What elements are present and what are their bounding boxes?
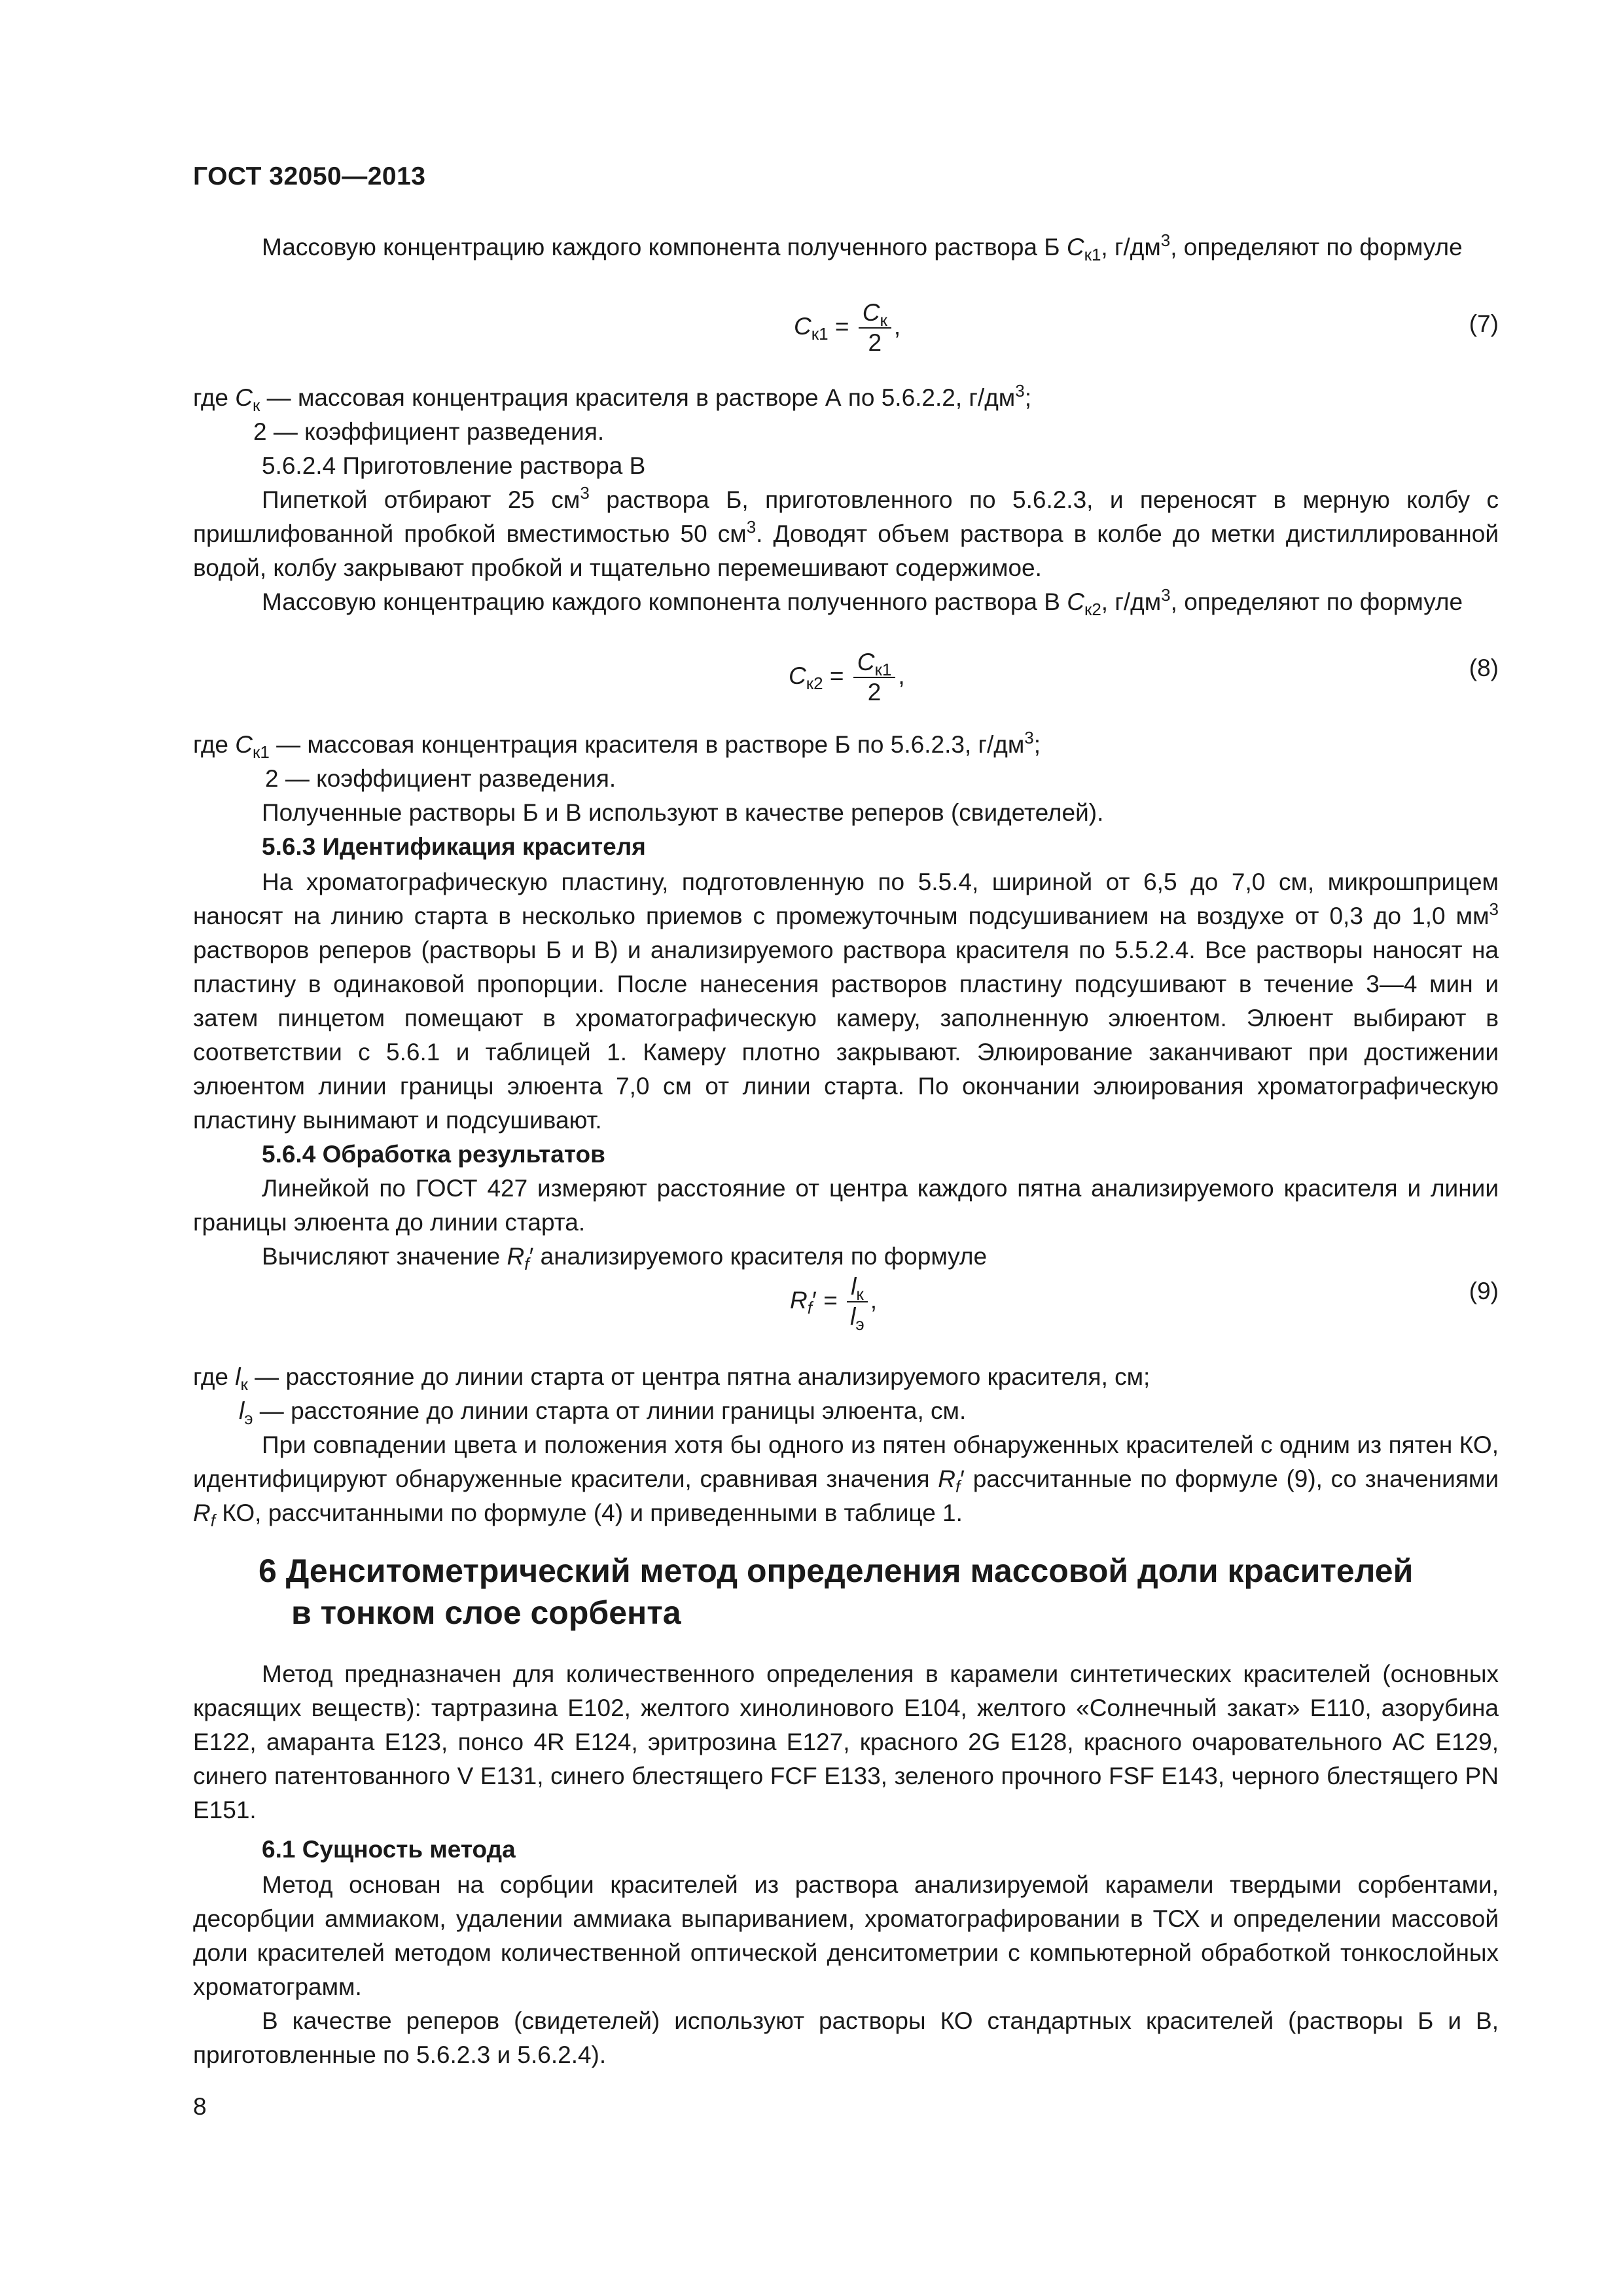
calc-line: Вычисляют значение $R_f'$ анализируемого красителя по формуле [262,1243,988,1274]
where-line-9: где $l_к$ — расстояние до линии старта от центра пятна анализируемого красителя, см; [193,1363,1150,1394]
section-6-heading-line1: 6 Денситометрический метод определения массовой доли красителей [259,1552,1414,1589]
section-6-1-heading: 6.1 Сущность метода [262,1836,516,1863]
where-line-8: где $C_{к1}$ — массовая концентрация красителя в растворе Б по 5.6.2.3, $г/дм^3$; [193,728,1041,762]
equation-number-9: (9) [1469,1278,1499,1304]
formula-9: $R_f'$ = $\frac{l_к}{l_э}$ , [790,1273,877,1334]
fraction: $\frac{l_к}{l_э}$ [847,1272,868,1331]
section-6-heading-line2: в тонком слое сорбента [291,1594,681,1631]
section-6-heading [259,1550,1502,1634]
section-5-6-4-heading: 5.6.4 Обработка результатов [262,1141,605,1168]
paragraph-6-1-reper: В качестве реперов (свидетелей) используют растворы КО стандартных красителей (растворы Б и В, приготовленные по 5.6.2.3 и 5.6.2.4). [193,2007,1499,2068]
formula-8: $C_{к2}$ = $\frac{C_{к1}}{2}$ , [789,649,905,706]
section-5-6-2-4: 5.6.2.4 Приготовление раствора В [262,452,646,479]
where-line-7: где $C_к$ — массовая концентрация красителя в растворе А по 5.6.2.2, $г/дм^3$; [193,381,1031,415]
dilution-line-8: 2 — коэффициент разведения. [265,765,616,792]
paragraph-5-6-4: Линейкой по ГОСТ 427 измеряют расстояние от центра каждого пятна анализируемого красителя и линии границы элюента до линии старта. [193,1175,1499,1236]
equation-number-8: (8) [1469,655,1499,681]
equation-number-7: (7) [1469,310,1499,337]
section-5-6-3-heading: 5.6.3 Идентификация красителя [262,833,646,860]
where-line-9-e: $l_э$ — расстояние до линии старта от линии границы элюента, см. [239,1397,967,1428]
paragraph-section-6: Метод предназначен для количественного определения в карамели синтетических красителей (основных красящих веществ): тартразина Е102, желтого хинолинового Е104, желтого «Солнечный закат» Е110, азорубина Е122, амаранта Е123, понсо 4R Е124, эритрозина Е127, красного 2G Е128, красного очаровательного АС Е129, синего патентованного V Е131, синего блестящего FCF Е133, зеленого прочного FSF Е143, черного блестящего PN Е151. [193,1660,1499,1823]
paragraph-5-6-2-4: Пипеткой отбирают 25 $см^3$ раствора Б, приготовленного по 5.6.2.3, и переносят в мерную колбу с пришлифованной пробкой вместимостью 50 $см^3$. Доводят объем раствора в колбе до метки дистиллированной водой, колбу закрывают пробкой и тщательно перемешивают содержимое. [193,483,1499,581]
formula-7: $C_{к1}$ = $\frac{C_к}{2}$ , [794,299,901,356]
paragraph-mass-concentration-b: Массовую концентрацию каждого компонента полученного раствора Б $C_{к1}$, $г/дм^3$, определяют по формуле [262,230,1463,264]
dilution-line-7: 2 — коэффициент разведения. [253,418,605,445]
paragraph-mass-concentration-v: Массовую концентрацию каждого компонента полученного раствора В $C_{к2}$, $г/дм^3$, определяют по формуле [262,585,1463,619]
paragraph-5-6-3: На хроматографическую пластину, подготовленную по 5.5.4, шириной от 6,5 до 7,0 см, микрошприцем наносят на линию старта в несколько приемов с промежуточным подсушиванием на воздухе от 0,3 до 1,0 $мм^3$ растворов реперов (растворы Б и В) и анализируемого раствора красителя по 5.5.2.4. Все растворы наносят на пластину в одинаковой пропорции. После нанесения растворов пластину подсушивают в течение 3—4 мин и затем пинцетом помещают в хроматографическую камеру, заполненную элюентом. Элюент выбирают в соответствии с 5.6.1 и таблицей 1. Камеру плотно закрывают. Элюирование заканчивают при достижении элюентом линии границы элюента 7,0 см от линии старта. По окончании элюирования хроматографическую пластину вынимают и подсушивают. [193,869,1499,1134]
page-number: 8 [193,2093,207,2120]
document-header: ГОСТ 32050—2013 [193,162,426,190]
paragraph-coincidence: При совпадении цвета и положения хотя бы одного из пятен обнаруженных красителей с одним из пятен КО, идентифицируют обнаруженные красители, сравнивая значения $R_f'$ рассчитанные по формуле (9), со значениями $R_f$ КО, рассчитанными по формуле (4) и приведенными в таблице 1. [193,1431,1499,1530]
fraction: $\frac{C_{к1}}{2}$ [853,648,896,707]
paragraph-6-1: Метод основан на сорбции красителей из раствора анализируемой карамели твердыми сорбентами, десорбции аммиаком, удалении аммиака выпариванием, хроматографировании в ТСХ и определении массовой доли красителей методом количественной оптической денситометрии с компьютерной обработкой тонкослойных хроматограмм. [193,1871,1499,2000]
reper-line: Полученные растворы Б и В используют в качестве реперов (свидетелей). [262,799,1104,826]
fraction: $\frac{C_к}{2}$ [859,298,891,357]
